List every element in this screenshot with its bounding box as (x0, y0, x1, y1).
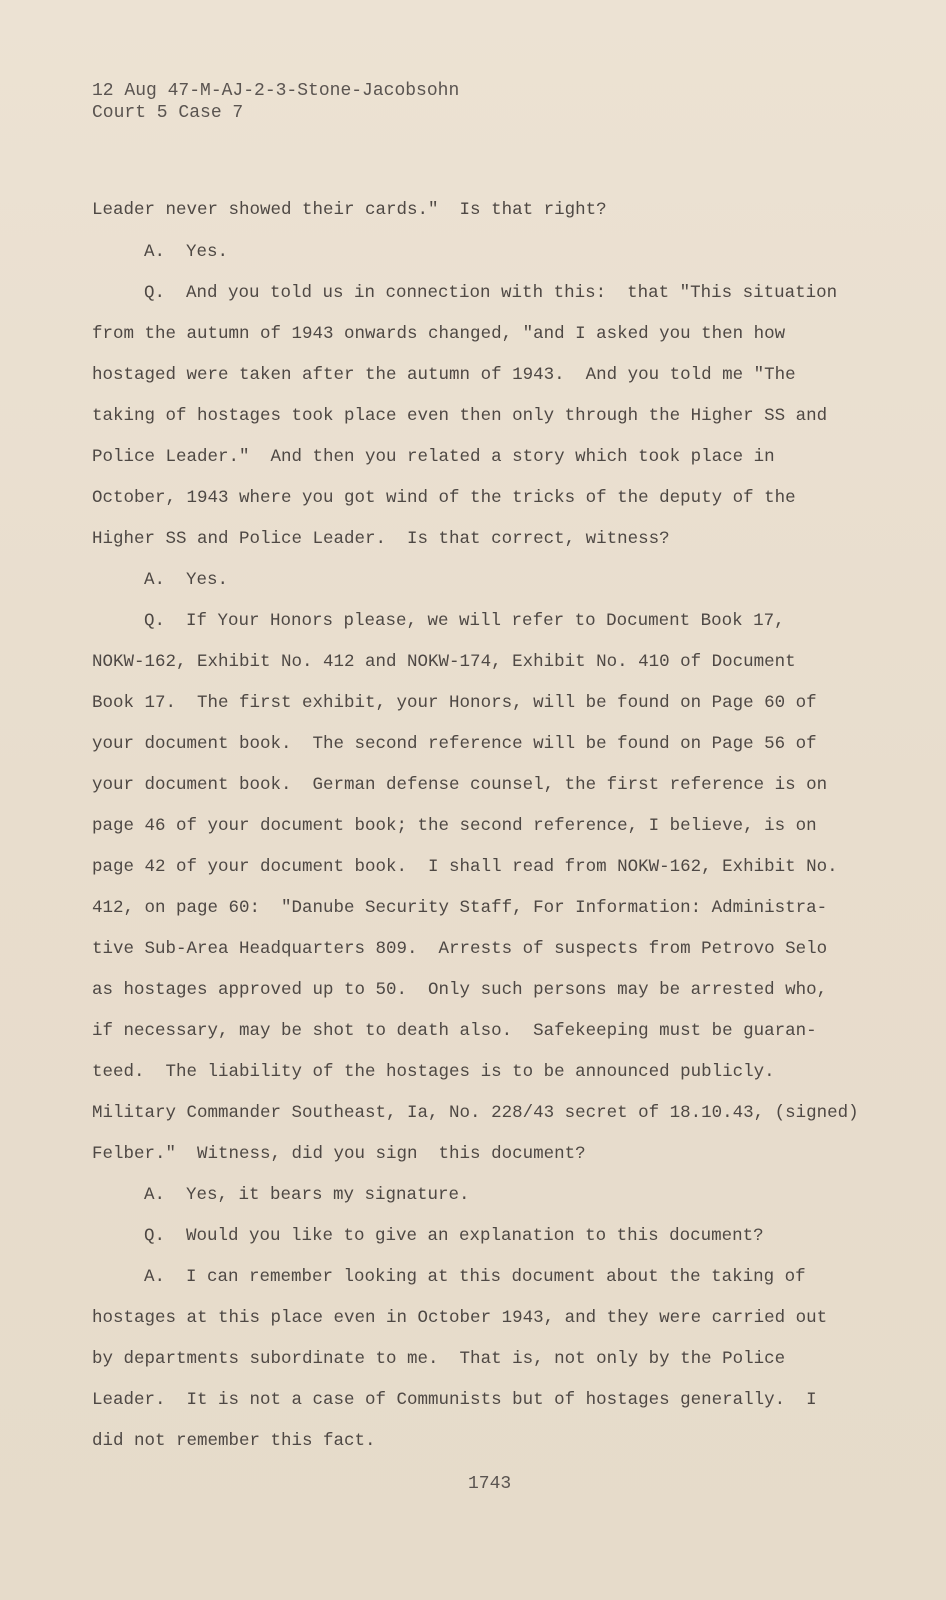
transcript-line: Higher SS and Police Leader. Is that correct, witness? (92, 529, 670, 549)
transcript-line: Leader never showed their cards." Is that right? (92, 200, 607, 220)
transcript-line: Book 17. The first exhibit, your Honors, will be found on Page 60 of (92, 693, 817, 713)
transcript-line: A. Yes. (144, 242, 229, 262)
transcript-line: if necessary, may be shot to death also. Safekeeping must be guaran- (92, 1021, 817, 1041)
transcript-line: Leader. It is not a case of Communists but of hostages generally. I (92, 1390, 817, 1410)
transcript-line: did not remember this fact. (92, 1431, 376, 1451)
transcript-line: as hostages approved up to 50. Only such persons may be arrested who, (92, 980, 828, 1000)
transcript-line: NOKW-162, Exhibit No. 412 and NOKW-174, Exhibit No. 410 of Document (92, 652, 796, 672)
transcript-line: teed. The liability of the hostages is to be announced publicly. (92, 1062, 775, 1082)
transcript-line: 412, on page 60: "Danube Security Staff, For Information: Administra- (92, 898, 828, 918)
transcript-line: Police Leader." And then you related a story which took place in (92, 447, 775, 467)
transcript-line: your document book. German defense counsel, the first reference is on (92, 775, 828, 795)
transcript-line: A. I can remember looking at this document about the taking of (144, 1267, 806, 1287)
header-reference: 12 Aug 47-M-AJ-2-3-Stone-Jacobsohn (92, 81, 460, 101)
transcript-line: Military Commander Southeast, Ia, No. 228/43 secret of 18.10.43, (signed) (92, 1103, 859, 1123)
transcript-line: your document book. The second reference will be found on Page 56 of (92, 734, 817, 754)
transcript-line: tive Sub-Area Headquarters 809. Arrests of suspects from Petrovo Selo (92, 939, 828, 959)
transcript-line: taking of hostages took place even then only through the Higher SS and (92, 406, 828, 426)
transcript-line: A. Yes. (144, 570, 229, 590)
transcript-line: October, 1943 where you got wind of the tricks of the deputy of the (92, 488, 796, 508)
transcript-line: Q. And you told us in connection with this: that "This situation (144, 283, 838, 303)
transcript-line: hostaged were taken after the autumn of 1943. And you told me "The (92, 365, 796, 385)
transcript-line: Q. If Your Honors please, we will refer to Document Book 17, (144, 611, 785, 631)
transcript-line: page 46 of your document book; the second reference, I believe, is on (92, 816, 817, 836)
transcript-line: by departments subordinate to me. That is, not only by the Police (92, 1349, 786, 1369)
transcript-line: page 42 of your document book. I shall read from NOKW-162, Exhibit No. (92, 857, 838, 877)
page-number: 1743 (468, 1474, 512, 1494)
transcript-line: from the autumn of 1943 onwards changed, "and I asked you then how (92, 324, 786, 344)
transcript-line: A. Yes, it bears my signature. (144, 1185, 470, 1205)
transcript-line: Felber." Witness, did you sign this document? (92, 1144, 586, 1164)
transcript-line: Q. Would you like to give an explanation to this document? (144, 1226, 764, 1246)
header-court-case: Court 5 Case 7 (92, 103, 244, 123)
transcript-line: hostages at this place even in October 1943, and they were carried out (92, 1308, 828, 1328)
document-header (92, 80, 459, 124)
